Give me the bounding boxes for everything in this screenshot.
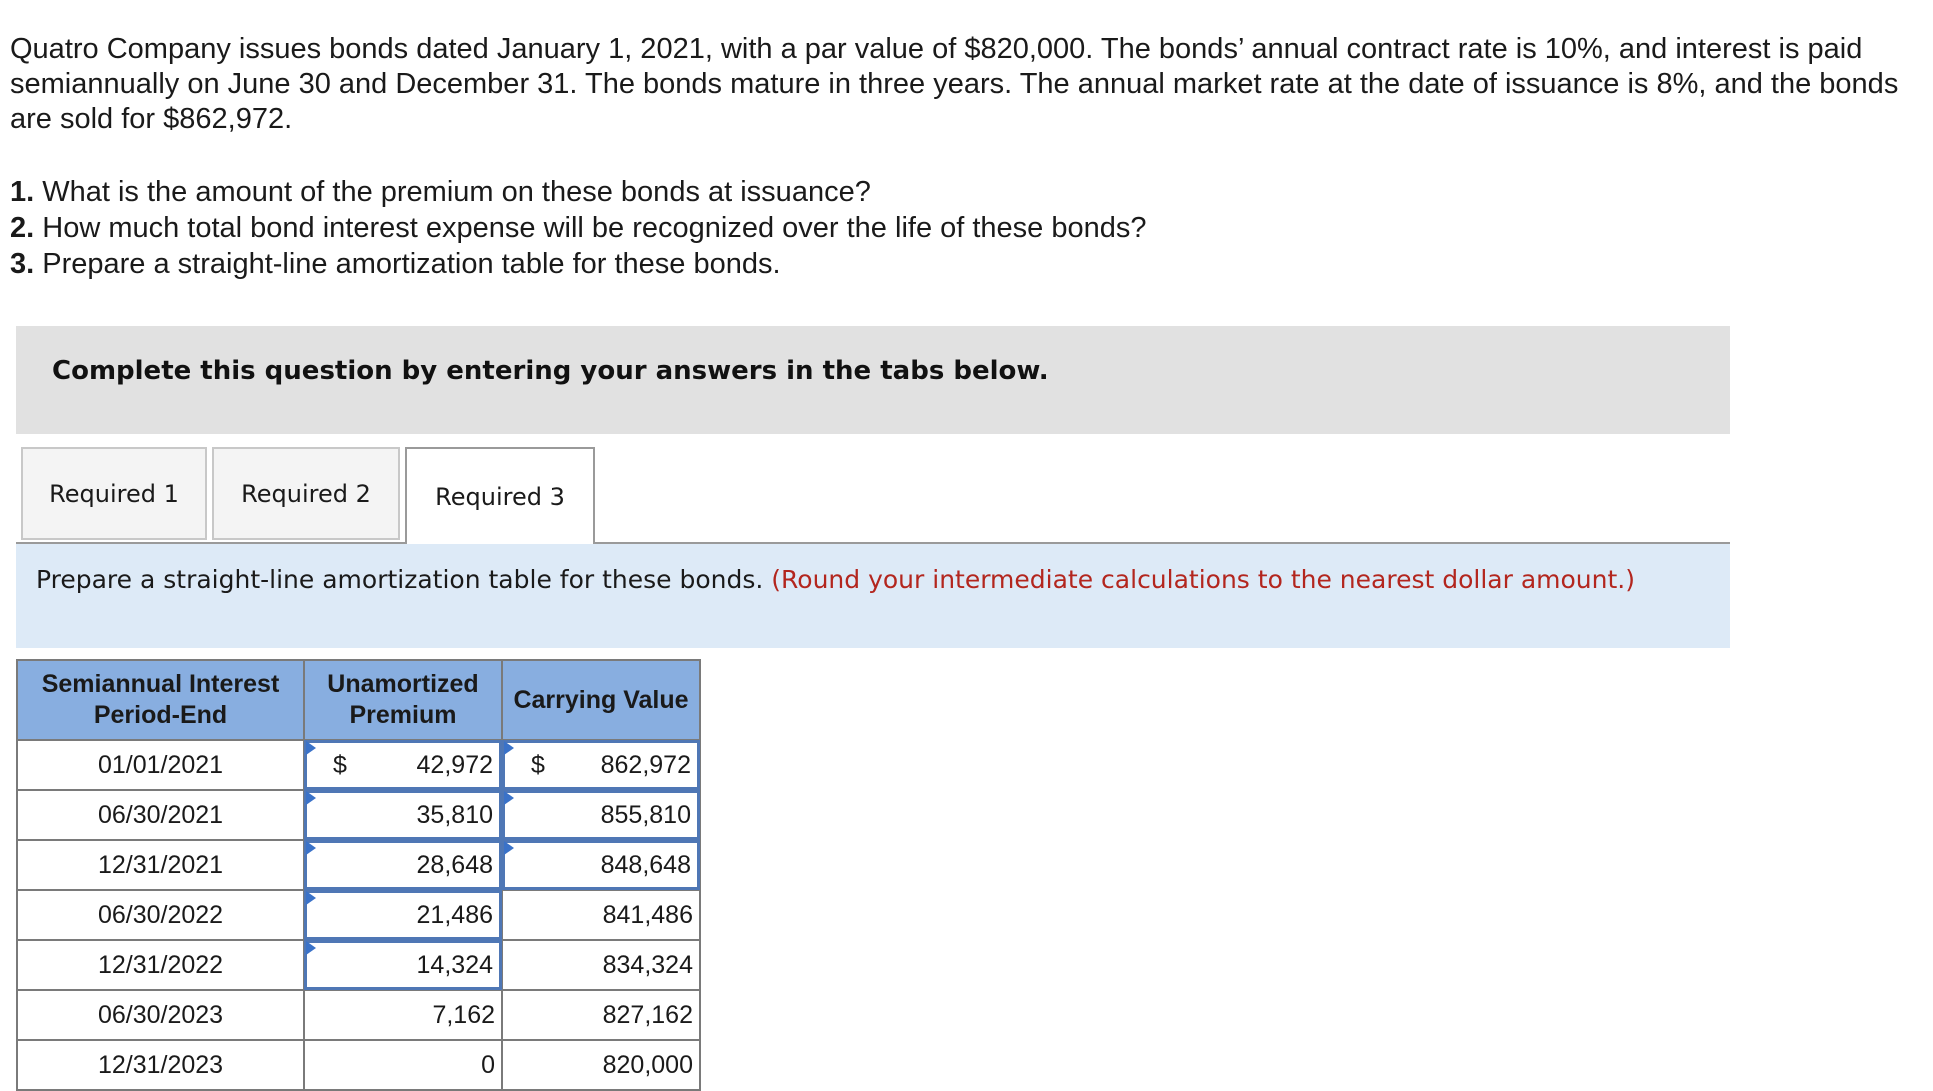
question-number: 1.	[10, 176, 35, 208]
period-date: 06/30/2021	[17, 790, 304, 840]
header-carrying-value: Carrying Value	[502, 660, 700, 740]
premium-value[interactable]: 35,810	[416, 800, 493, 829]
carrying-input[interactable]	[502, 840, 700, 890]
tab-required-3[interactable]: Required 3	[405, 447, 595, 544]
question-2	[10, 210, 1147, 246]
premium-value[interactable]: 28,648	[416, 850, 493, 879]
period-date: 06/30/2023	[17, 990, 304, 1040]
carrying-value[interactable]: 862,972	[600, 750, 691, 779]
period-date: 06/30/2022	[17, 890, 304, 940]
carrying-cell	[502, 890, 700, 940]
carrying-cell	[502, 940, 700, 990]
premium-cell	[304, 990, 502, 1040]
question-list	[10, 174, 1147, 282]
premium-value: 0	[481, 1050, 495, 1079]
premium-input-cell[interactable]	[304, 740, 502, 790]
tab-required-2[interactable]: Required 2	[212, 447, 400, 540]
amortization-table	[16, 659, 701, 1091]
table-row	[17, 1040, 700, 1090]
table-row	[17, 790, 700, 840]
question-3	[10, 246, 1147, 282]
carrying-value[interactable]: 848,648	[600, 850, 691, 879]
premium-value: 7,162	[432, 1000, 495, 1029]
carrying-input-cell[interactable]	[502, 790, 700, 840]
premium-input-cell[interactable]	[304, 790, 502, 840]
carrying-input-cell[interactable]	[502, 840, 700, 890]
instruction-main: Prepare a straight-line amortization table for these bonds.	[36, 565, 764, 594]
premium-input[interactable]	[304, 740, 502, 790]
table-row	[17, 890, 700, 940]
period-date: 01/01/2021	[17, 740, 304, 790]
question-text: How much total bond interest expense will be recognized over the life of these bonds?	[34, 212, 1147, 244]
table-row	[17, 940, 700, 990]
instructions-banner	[16, 326, 1730, 434]
period-date: 12/31/2023	[17, 1040, 304, 1090]
table-row	[17, 840, 700, 890]
problem-text: Quatro Company issues bonds dated January 1, 2021, with a par value of $820,000. The bonds’ annual contract rate is 10%, and interest is paid semiannually on June 30 and December 31. The bonds mature in three years. The annual market rate at the date of issuance is 8%, and the bonds are sold for $862,972.	[10, 33, 1899, 135]
premium-value[interactable]: 21,486	[416, 900, 493, 929]
header-unamortized-premium: Unamortized Premium	[304, 660, 502, 740]
premium-input[interactable]	[304, 790, 502, 840]
question-text: What is the amount of the premium on these bonds at issuance?	[34, 176, 871, 208]
carrying-value: 820,000	[602, 1050, 693, 1079]
currency-symbol: $	[333, 750, 347, 779]
banner-text: Complete this question by entering your answers in the tabs below.	[52, 356, 1049, 386]
premium-value[interactable]: 42,972	[416, 750, 493, 779]
period-date: 12/31/2022	[17, 940, 304, 990]
carrying-value[interactable]: 855,810	[600, 800, 691, 829]
carrying-input[interactable]	[502, 740, 700, 790]
premium-input-cell[interactable]	[304, 840, 502, 890]
carrying-cell	[502, 1040, 700, 1090]
premium-value[interactable]: 14,324	[416, 950, 493, 979]
question-number: 3.	[10, 248, 35, 280]
question-text: Prepare a straight-line amortization table for these bonds.	[34, 248, 781, 280]
header-period-end: Semiannual Interest Period-End	[17, 660, 304, 740]
premium-cell	[304, 1040, 502, 1090]
instruction-panel	[16, 544, 1730, 648]
premium-input-cell[interactable]	[304, 890, 502, 940]
rounding-note: (Round your intermediate calculations to the nearest dollar amount.)	[771, 565, 1635, 594]
table-row	[17, 990, 700, 1040]
table-header-row	[17, 660, 700, 740]
table-row	[17, 740, 700, 790]
tab-bar	[16, 447, 1730, 544]
carrying-input-cell[interactable]	[502, 740, 700, 790]
carrying-value: 834,324	[602, 950, 693, 979]
premium-input[interactable]	[304, 940, 502, 990]
question-1	[10, 174, 1147, 210]
premium-input-cell[interactable]	[304, 940, 502, 990]
carrying-value: 827,162	[602, 1000, 693, 1029]
premium-input[interactable]	[304, 890, 502, 940]
currency-symbol: $	[531, 750, 545, 779]
tab-required-1[interactable]: Required 1	[21, 447, 207, 540]
period-date: 12/31/2021	[17, 840, 304, 890]
instruction-text	[36, 564, 1656, 595]
premium-input[interactable]	[304, 840, 502, 890]
carrying-cell	[502, 990, 700, 1040]
question-number: 2.	[10, 212, 35, 244]
carrying-input[interactable]	[502, 790, 700, 840]
carrying-value: 841,486	[602, 900, 693, 929]
problem-statement	[10, 32, 1910, 137]
